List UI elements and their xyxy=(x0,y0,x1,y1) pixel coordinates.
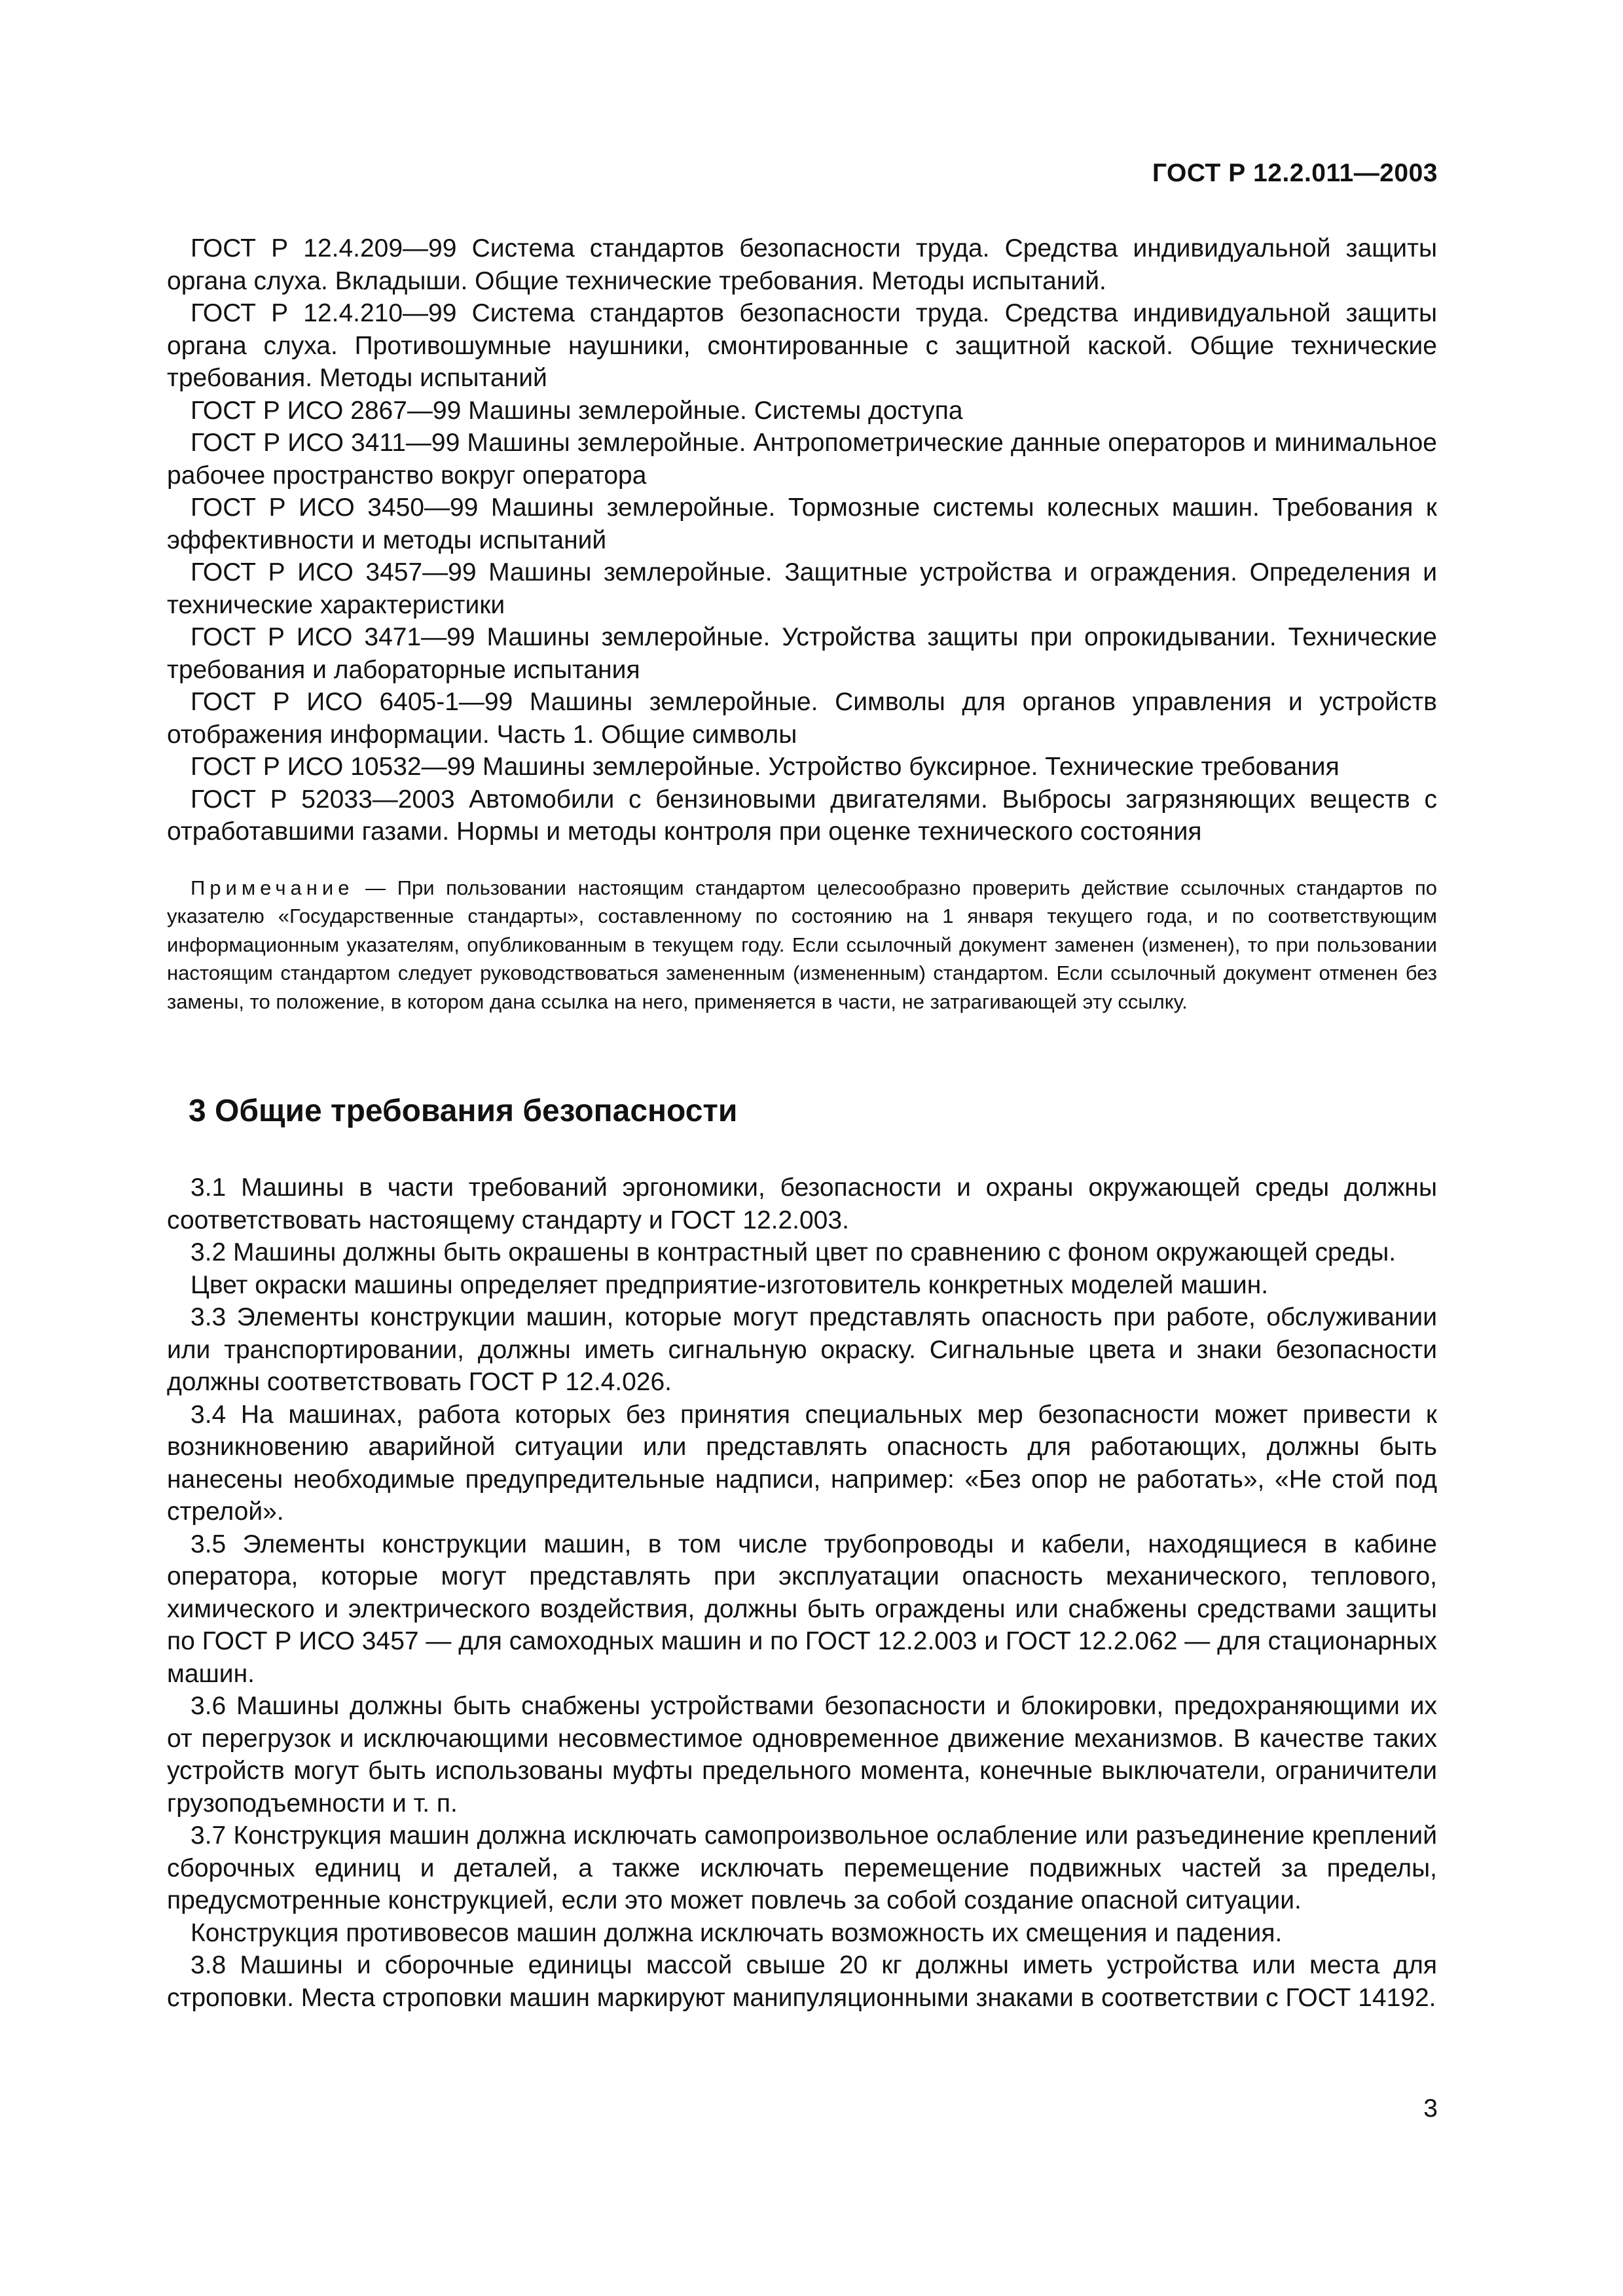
page-number: 3 xyxy=(1423,2094,1438,2123)
note-block xyxy=(167,874,1437,1016)
note-label: Примечание xyxy=(191,876,354,899)
section-paragraph: 3.1 Машины в части требований эргономики, безопасности и охраны окружающей среды должны соответствовать настоящему стандарту и ГОСТ 12.2.003. xyxy=(167,1174,1437,1234)
section-paragraph: 3.6 Машины должны быть снабжены устройствами безопасности и блокировки, предохраняющими их от перегрузок и исключающими несовместимое одновременное движение механизмов. В качестве таких устройств могут быть использованы муфты предельного момента, конечные выключатели, ограничители грузоподъемности и т. п. xyxy=(167,1692,1437,1818)
reference-item: ГОСТ Р ИСО 6405-1—99 Машины землеройные. Символы для органов управления и устройств отображения информации. Часть 1. Общие символы xyxy=(167,688,1437,749)
section-paragraph: 3.7 Конструкция машин должна исключать самопроизвольное ослабление или разъединение креплений сборочных единиц и деталей, а также исключать перемещение подвижных частей за пределы, предусмотренные конструкцией, если это может повлечь за собой создание опасной ситуации. xyxy=(167,1821,1437,1914)
note-text: — При пользовании настоящим стандартом целесообразно проверить действие ссылочных стандартов по указателю «Государственные стандарты», составленному по состоянию на 1 января текущего года, и по соответствующим информационным указателям, опубликованным в текущем году. Если ссылочный документ заменен (изменен), то при пользовании настоящим стандартом следует руководствоваться замененным (измененным) стандартом. Если ссылочный документ отменен без замены, то положение, в котором дана ссылка на него, применяется в части, не затрагивающей эту ссылку. xyxy=(167,876,1437,1013)
reference-item: ГОСТ Р 12.4.210—99 Система стандартов безопасности труда. Средства индивидуальной защиты органа слуха. Противошумные наушники, смонтированные с защитной каской. Общие технические требования. Методы испытаний xyxy=(167,299,1437,392)
section-paragraph: 3.5 Элементы конструкции машин, в том числе трубопроводы и кабели, находящиеся в кабине оператора, которые могут представлять при эксплуатации опасность механического, теплового, химического и электрического воздействия, должны быть ограждены или снабжены средствами защиты по ГОСТ Р ИСО 3457 — для самоходных машин и по ГОСТ 12.2.003 и ГОСТ 12.2.062 — для стационарных машин. xyxy=(167,1530,1437,1688)
reference-item: ГОСТ Р ИСО 2867—99 Машины землеройные. Системы доступа xyxy=(191,396,963,425)
reference-item: ГОСТ Р 12.4.209—99 Система стандартов безопасности труда. Средства индивидуальной защиты органа слуха. Вкладыши. Общие технические требования. Методы испытаний. xyxy=(167,234,1437,295)
section-body xyxy=(167,1172,1437,2014)
section-paragraph: 3.8 Машины и сборочные единицы массой свыше 20 кг должны иметь устройства или места для строповки. Места строповки машин маркируют манипуляционными знаками в соответствии с ГОСТ 14192. xyxy=(167,1951,1437,2012)
section-paragraph: 3.3 Элементы конструкции машин, которые могут представлять опасность при работе, обслуживании или транспортировании, должны иметь сигнальную окраску. Сигнальные цвета и знаки безопасности должны соответствовать ГОСТ Р 12.4.026. xyxy=(167,1303,1437,1396)
reference-item: ГОСТ Р ИСО 10532—99 Машины землеройные. Устройство буксирное. Технические требования xyxy=(191,753,1340,781)
reference-item: ГОСТ Р ИСО 3411—99 Машины землеройные. Антропометрические данные операторов и минимальное рабочее пространство вокруг оператора xyxy=(167,429,1437,490)
section-paragraph: 3.4 На машинах, работа которых без принятия специальных мер безопасности может привести к возникновению аварийной ситуации или представлять опасность для работающих, должны быть нанесены необходимые предупредительные надписи, например: «Без опор не работать», «Не стой под стрелой». xyxy=(167,1400,1437,1526)
section-paragraph: Конструкция противовесов машин должна исключать возможность их смещения и падения. xyxy=(191,1918,1283,1947)
reference-item: ГОСТ Р ИСО 3457—99 Машины землеройные. Защитные устройства и ограждения. Определения и технические характеристики xyxy=(167,558,1437,619)
reference-item: ГОСТ Р ИСО 3450—99 Машины землеройные. Тормозные системы колесных машин. Требования к эффективности и методы испытаний xyxy=(167,493,1437,554)
section-paragraph: 3.2 Машины должны быть окрашены в контрастный цвет по сравнению с фоном окружающей среды. xyxy=(191,1238,1396,1266)
section-heading: 3 Общие требования безопасности xyxy=(189,1094,738,1128)
reference-item: ГОСТ Р ИСО 3471—99 Машины землеройные. Устройства защиты при опрокидывании. Технические требования и лабораторные испытания xyxy=(167,623,1437,684)
note-paragraph xyxy=(167,874,1437,1016)
reference-item: ГОСТ Р 52033—2003 Автомобили с бензиновыми двигателями. Выбросы загрязняющих веществ с отработавшими газами. Нормы и методы контроля при оценке технического состояния xyxy=(167,785,1437,846)
document-header: ГОСТ Р 12.2.011—2003 xyxy=(1152,159,1438,187)
references-list xyxy=(167,232,1437,848)
section-paragraph: Цвет окраски машины определяет предприятие-изготовитель конкретных моделей машин. xyxy=(191,1270,1269,1299)
